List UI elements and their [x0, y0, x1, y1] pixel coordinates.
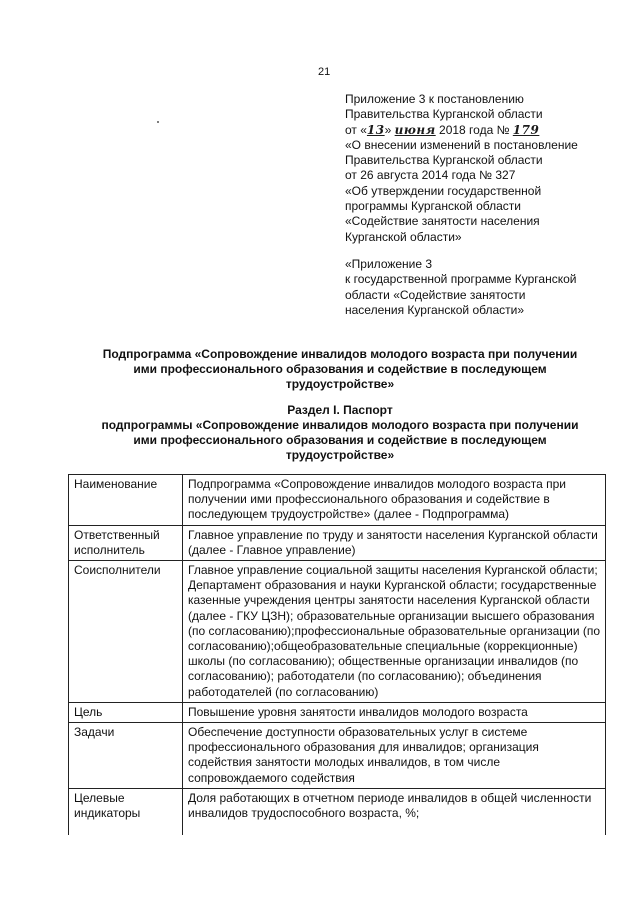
date-prefix: от « — [345, 122, 367, 137]
appendix-line: программы Курганской области — [345, 199, 521, 214]
appendix-line: Правительства Курганской области — [345, 153, 543, 168]
appendix-header — [345, 92, 620, 245]
section-heading: Раздел I. Паспорт — [287, 403, 393, 417]
table-row — [69, 475, 606, 526]
scan-speck — [157, 121, 159, 123]
handwritten-day: 13 — [366, 122, 385, 137]
date-year: 2018 года № — [435, 122, 513, 137]
table-row — [69, 561, 606, 703]
row-content: Главное управление социальной защиты населения Курганской области; Департамент образования и науки Курганской области; государственные казенные учреждения центры занятости населения Курганской области (далее - ГКУ ЦЗН); образовательные организации высшего образования (по согласованию);профессиональные образовательные организации (по согласованию);общеобразовательные специальные (коррекционные) школы (по согласованию); общественные организации инвалидов (по согласованию); работодатели (по согласованию); объединения работодателей (по согласованию) — [183, 561, 606, 703]
row-label: Соисполнители — [69, 561, 183, 703]
appendix-line: от 26 августа 2014 года № 327 — [345, 168, 516, 183]
subprogram-title-line: трудоустройстве» — [285, 377, 395, 391]
subprogram-title-line: Подпрограмма «Сопровождение инвалидов молодого возраста при получении — [102, 347, 578, 361]
section-title — [60, 403, 620, 463]
appendix-date-line — [345, 123, 620, 138]
appendix-program — [345, 257, 620, 318]
row-label: Наименование — [69, 475, 183, 526]
appendix-program-line: населения Курганской области» — [345, 302, 525, 317]
appendix-program-line: области «Содействие занятости — [345, 287, 526, 302]
section-title-line: трудоустройстве» — [285, 448, 395, 462]
handwritten-number: 179 — [512, 122, 540, 137]
handwritten-month: июня — [394, 122, 436, 137]
section-title-line: ими профессионального образования и содействие в последующем — [133, 433, 547, 447]
appendix-program-line: к государственной программе Курганской — [345, 272, 577, 287]
appendix-line: Приложение 3 к постановлению — [345, 92, 524, 106]
page-number: 21 — [318, 66, 331, 78]
row-content: Подпрограмма «Сопровождение инвалидов молодого возраста при получении ими профессионального образования и содействие в последующем трудоустройстве» (далее - Подпрограмма) — [183, 475, 606, 526]
table-row — [69, 525, 606, 560]
appendix-line: «Содействие занятости населения — [345, 214, 540, 229]
row-label: Ответственный исполнитель — [69, 525, 183, 560]
subprogram-title-line: ими профессионального образования и содействие в последующем — [133, 362, 547, 376]
appendix-line: Курганской области» — [345, 229, 462, 244]
table-row — [69, 788, 606, 835]
table-row — [69, 702, 606, 722]
row-label: Целевые индикаторы — [69, 788, 183, 835]
row-content: Повышение уровня занятости инвалидов молодого возраста — [183, 702, 606, 722]
appendix-line: «Об утверждении государственной — [345, 183, 542, 198]
row-content: Обеспечение доступности образовательных услуг в системе профессионального образования для инвалидов; организация содействия занятости молодых инвалидов, в том числе сопровождаемого содействия — [183, 723, 606, 789]
appendix-line: Правительства Курганской области — [345, 107, 543, 122]
passport-table — [68, 474, 606, 835]
row-content: Доля работающих в отчетном периоде инвалидов в общей численности инвалидов трудоспособного возраста, %; — [183, 788, 606, 835]
row-label: Задачи — [69, 723, 183, 789]
row-label: Цель — [69, 702, 183, 722]
row-content: Главное управление по труду и занятости населения Курганской области (далее - Главное управление) — [183, 525, 606, 560]
appendix-line: «О внесении изменений в постановление — [345, 137, 578, 152]
appendix-program-line: «Приложение 3 — [345, 257, 433, 271]
date-mid: » — [384, 122, 395, 137]
section-title-line: подпрограммы «Сопровождение инвалидов молодого возраста при получении — [101, 418, 579, 432]
table-row — [69, 723, 606, 789]
subprogram-title — [60, 347, 620, 392]
